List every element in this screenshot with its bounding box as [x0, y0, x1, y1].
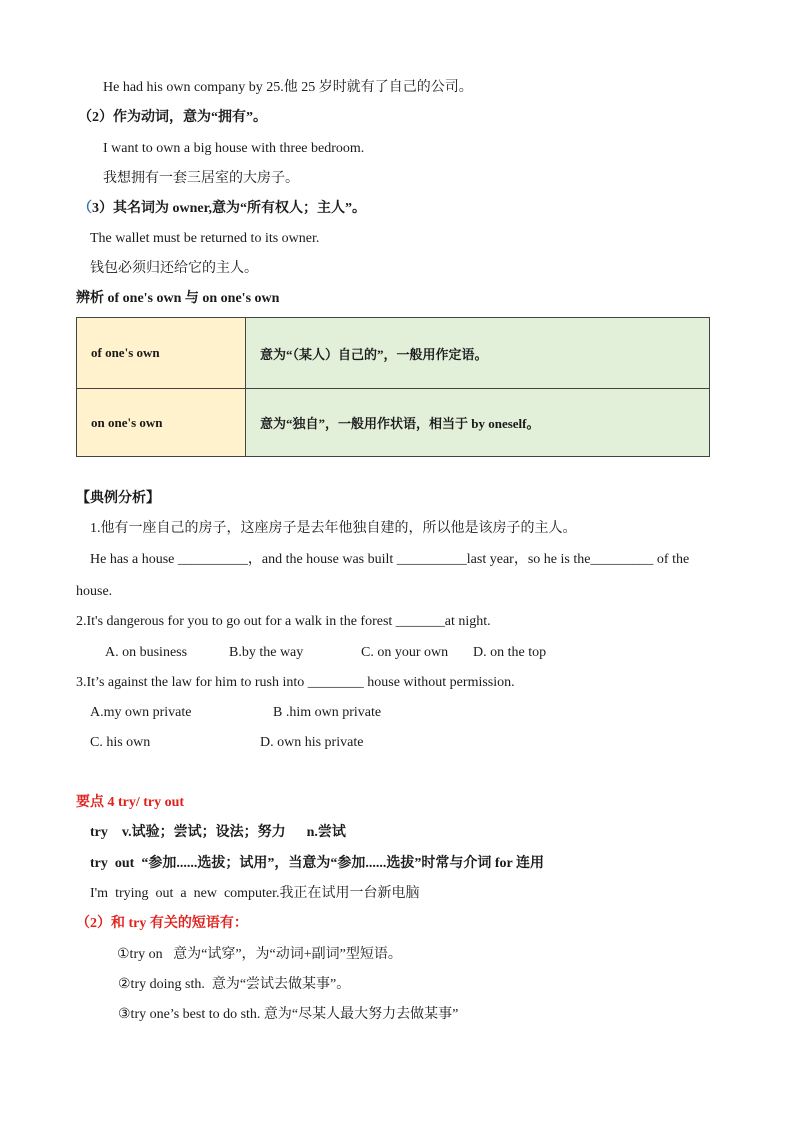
- question-3: 3.It’s against the law for him to rush into ________ house without permission.: [76, 675, 515, 690]
- examples-heading: 【典例分析】: [76, 491, 160, 506]
- blue-paren: （: [78, 201, 92, 216]
- question-1-en-cont: house.: [76, 584, 113, 599]
- table-row: [77, 389, 710, 457]
- question-3-option-c: C. his own: [90, 735, 151, 750]
- try-phrase-3: ③try one’s best to do sth. 意为“尽某人最大努力去做某事”: [118, 1007, 459, 1022]
- question-2-option-a: A. on business: [105, 645, 188, 660]
- try-phrase-2: ②try doing sth. 意为“尝试去做某事”。: [118, 977, 351, 992]
- table-cell-meaning: 意为“（某人）自己的”，一般用作定语。: [246, 318, 710, 389]
- table-cell-meaning: 意为“独自”，一般用作状语，相当于 by oneself。: [246, 389, 710, 457]
- question-2-option-b: B.by the way: [229, 645, 304, 660]
- comparison-table: [76, 317, 710, 457]
- heading-noun-owner-text: 3）其名词为 owner,意为“所有权人；主人”。: [92, 201, 367, 216]
- heading-verb-own: （2）作为动词，意为“拥有”。: [78, 110, 267, 125]
- point-4-title: 要点 4 try/ try out: [76, 795, 185, 810]
- question-3-option-d: D. own his private: [260, 735, 364, 750]
- table-cell-term: on one's own: [77, 389, 246, 457]
- question-2-option-c: C. on your own: [361, 645, 449, 660]
- line-wallet: The wallet must be returned to its owner.: [90, 231, 320, 246]
- try-phrase-1: ①try on 意为“试穿”，为“动词+副词”型短语。: [117, 947, 402, 962]
- question-3-option-b: B .him own private: [273, 705, 382, 720]
- question-3-option-a: A.my own private: [90, 705, 192, 720]
- line-want-house-cn: 我想拥有一套三居室的大房子。: [103, 171, 299, 186]
- heading-comparison: 辨析 of one's own 与 on one's own: [76, 291, 280, 306]
- line-own-company: He had his own company by 25.他 25 岁时就有了自己的公司。: [103, 80, 473, 95]
- try-phrases-title: （2）和 try 有关的短语有：: [76, 916, 248, 931]
- question-2-option-d: D. on the top: [473, 645, 547, 660]
- try-definition: try v.试验；尝试；设法；努力 n.尝试: [90, 825, 346, 840]
- heading-noun-owner: [78, 200, 366, 218]
- try-out-definition: try out “参加......选拔；试用”，当意为“参加......选拔”时常与介词 for 连用: [90, 856, 544, 871]
- table-cell-term: of one's own: [77, 318, 246, 389]
- table-row: [77, 318, 710, 389]
- question-1-cn: 1.他有一座自己的房子，这座房子是去年他独自建的，所以他是该房子的主人。: [90, 521, 577, 536]
- line-want-house: I want to own a big house with three bedroom.: [103, 141, 365, 156]
- question-2: 2.It's dangerous for you to go out for a walk in the forest _______at night.: [76, 614, 491, 629]
- try-out-example: I'm trying out a new computer.我正在试用一台新电脑: [90, 886, 420, 901]
- line-wallet-cn: 钱包必须归还给它的主人。: [90, 261, 258, 276]
- question-1-en: He has a house __________，and the house was built __________last year，so he is the_________ of the: [90, 552, 690, 567]
